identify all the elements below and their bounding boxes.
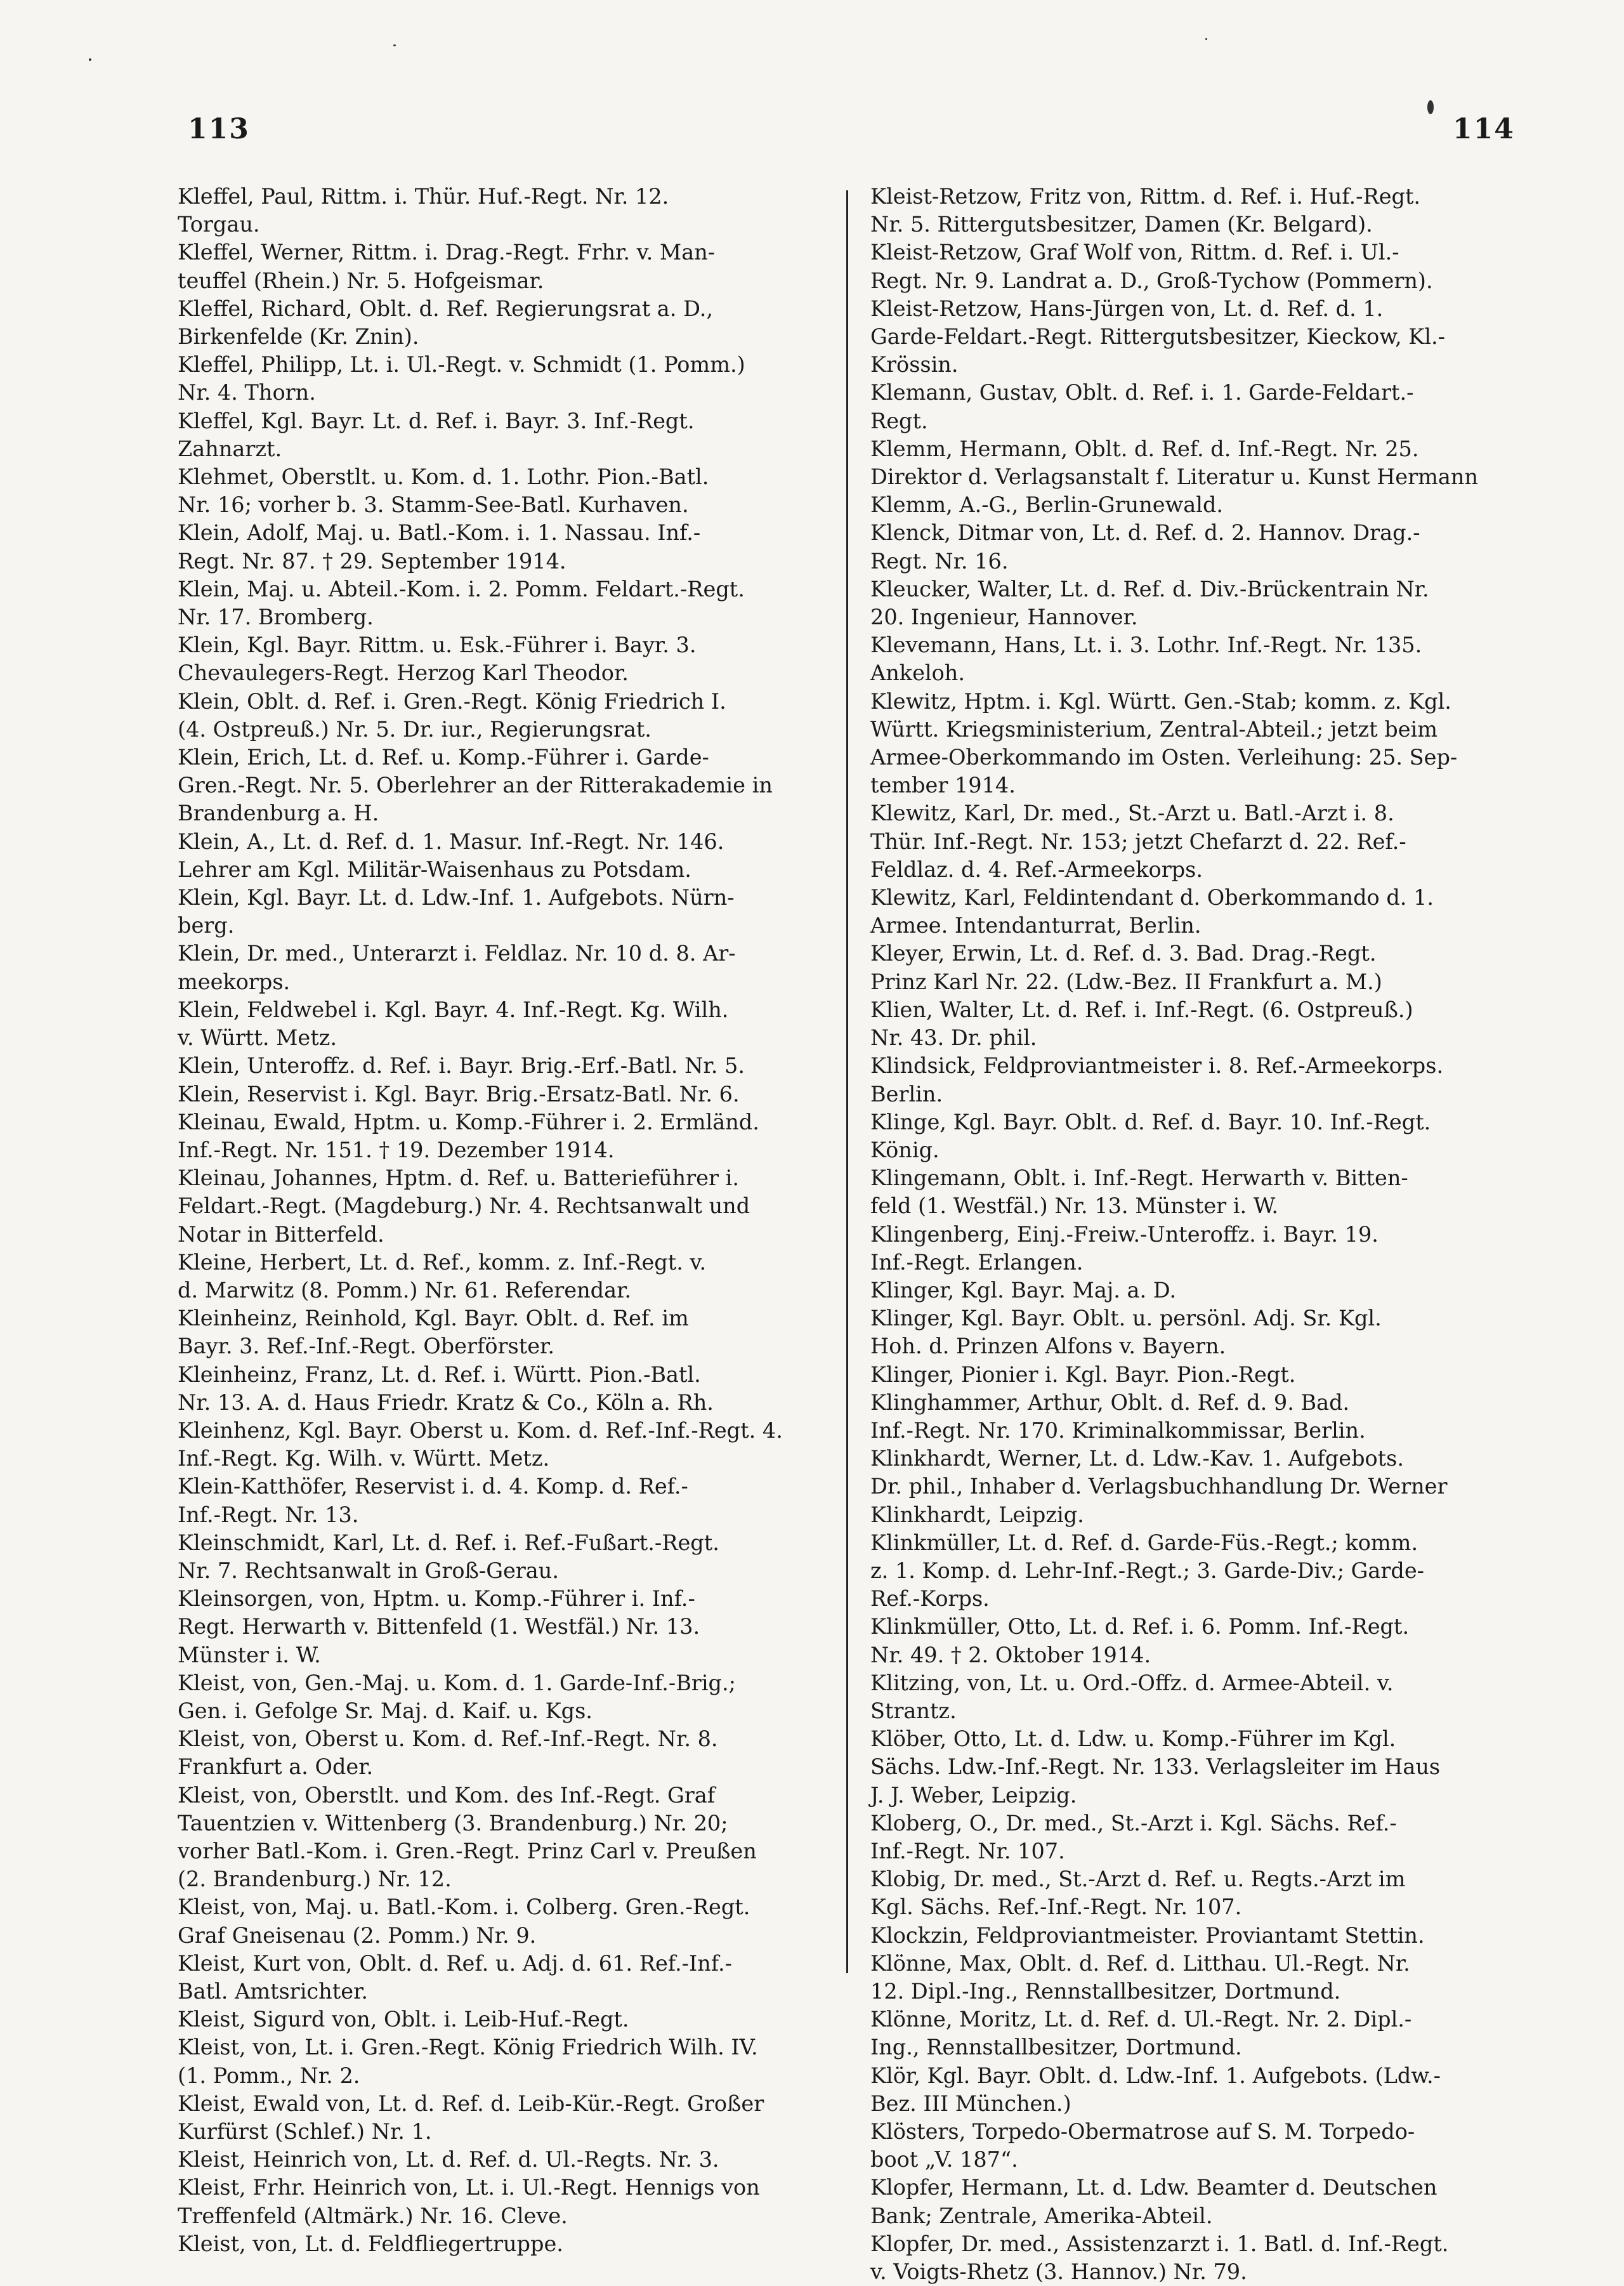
- entry-line: Chevaulegers-Regt. Herzog Karl Theodor.: [178, 660, 629, 686]
- entry-line: Regt.: [870, 408, 928, 433]
- entry-line: Klemm, Hermann, Oblt. d. Ref. d. Inf.-Regt. Nr. 25.: [870, 436, 1419, 461]
- entry-line: tember 1914.: [870, 773, 1016, 798]
- entry-line: Kleinau, Ewald, Hptm. u. Komp.-Führer i. 2. Ermländ.: [178, 1109, 759, 1134]
- entry-line: Kgl. Sächs. Ref.-Inf.-Regt. Nr. 107.: [870, 1895, 1242, 1920]
- entry-line: Kleinhenz, Kgl. Bayr. Oberst u. Kom. d. Ref.-Inf.-Regt. 4.: [178, 1417, 783, 1443]
- entry-line: Kloberg, O., Dr. med., St.-Arzt i. Kgl. Sächs. Ref.-: [870, 1810, 1397, 1836]
- entry-line: (4. Ostpreuß.) Nr. 5. Dr. iur., Regierungsrat.: [178, 716, 652, 742]
- entry-line: Klemann, Gustav, Oblt. d. Ref. i. 1. Garde-Feldart.-: [870, 380, 1414, 405]
- entry-line: Klein, Reservist i. Kgl. Bayr. Brig.-Ersatz-Batl. Nr. 6.: [178, 1081, 740, 1107]
- entry-line: Prinz Karl Nr. 22. (Ldw.-Bez. II Frankfurt a. M.): [870, 969, 1382, 994]
- entry-line: Nr. 17. Bromberg.: [178, 605, 374, 630]
- left-column: [178, 183, 837, 2258]
- entry-line: meekorps.: [178, 969, 291, 994]
- entry-line: Kleine, Herbert, Lt. d. Ref., komm. z. Inf.-Regt. v.: [178, 1249, 707, 1275]
- entry-line: Württ. Kriegsministerium, Zentral-Abteil.; jetzt beim: [870, 716, 1437, 742]
- entry-line: Klien, Walter, Lt. d. Ref. i. Inf.-Regt. (6. Ostpreuß.): [870, 997, 1413, 1022]
- entry-line: Nr. 13. A. d. Haus Friedr. Kratz & Co., Köln a. Rh.: [178, 1389, 714, 1415]
- entry-line: Tauentzien v. Wittenberg (3. Brandenburg.) Nr. 20;: [178, 1810, 728, 1836]
- entry-line: Klewitz, Karl, Feldintendant d. Oberkommando d. 1.: [870, 885, 1434, 910]
- entry-line: Kleffel, Paul, Rittm. i. Thür. Huf.-Regt. Nr. 12.: [178, 184, 669, 209]
- entry-line: Klopfer, Hermann, Lt. d. Ldw. Beamter d. Deutschen: [870, 2175, 1437, 2200]
- entry-line: Klein, Maj. u. Abteil.-Kom. i. 2. Pomm. Feldart.-Regt.: [178, 576, 745, 601]
- right-column: [870, 183, 1530, 2286]
- entry-line: Gen. i. Gefolge Sr. Maj. d. Kaif. u. Kgs.: [178, 1698, 593, 1723]
- entry-line: Klein, A., Lt. d. Ref. d. 1. Masur. Inf.-Regt. Nr. 146.: [178, 829, 724, 854]
- entry-line: (1. Pomm., Nr. 2.: [178, 2063, 360, 2088]
- entry-line: 20. Ingenieur, Hannover.: [870, 605, 1138, 630]
- entry-line: Klör, Kgl. Bayr. Oblt. d. Ldw.-Inf. 1. Aufgebots. (Ldw.-: [870, 2063, 1441, 2088]
- entry-line: Inf.-Regt. Erlangen.: [870, 1249, 1084, 1275]
- entry-line: Treffenfeld (Altmärk.) Nr. 16. Cleve.: [178, 2203, 568, 2228]
- entry-line: Klein, Kgl. Bayr. Rittm. u. Esk.-Führer i. Bayr. 3.: [178, 633, 697, 658]
- entry-line: Regt. Nr. 9. Landrat a. D., Groß-Tychow (Pommern).: [870, 268, 1433, 293]
- entry-line: J. J. Weber, Leipzig.: [870, 1782, 1077, 1808]
- entry-line: Klinkhardt, Werner, Lt. d. Ldw.-Kav. 1. Aufgebots.: [870, 1446, 1404, 1471]
- entry-line: Hoh. d. Prinzen Alfons v. Bayern.: [870, 1334, 1226, 1359]
- entry-line: Klopfer, Dr. med., Assistenzarzt i. 1. Batl. d. Inf.-Regt.: [870, 2231, 1449, 2256]
- entry-line: Kleist, Frhr. Heinrich von, Lt. i. Ul.-Regt. Hennigs von: [178, 2175, 760, 2200]
- entry-line: Kleffel, Richard, Oblt. d. Ref. Regierungsrat a. D.,: [178, 296, 714, 321]
- entry-line: Brandenburg a. H.: [178, 801, 379, 826]
- entry-line: Direktor d. Verlagsanstalt f. Literatur u. Kunst Hermann: [870, 464, 1479, 490]
- entry-line: Kleist, von, Oberstlt. und Kom. des Inf.-Regt. Graf: [178, 1782, 716, 1808]
- entry-line: Sächs. Ldw.-Inf.-Regt. Nr. 133. Verlagsleiter im Haus: [870, 1754, 1441, 1780]
- entry-line: König.: [870, 1137, 940, 1162]
- entry-line: Dr. phil., Inhaber d. Verlagsbuchhandlung Dr. Werner: [870, 1474, 1448, 1499]
- entry-line: Ing., Rennstallbesitzer, Dortmund.: [870, 2035, 1242, 2060]
- entry-line: vorher Batl.-Kom. i. Gren.-Regt. Prinz Carl v. Preußen: [178, 1838, 757, 1863]
- entry-line: Kleist, Kurt von, Oblt. d. Ref. u. Adj. d. 61. Ref.-Inf.-: [178, 1950, 732, 1976]
- entry-line: Nr. 7. Rechtsanwalt in Groß-Gerau.: [178, 1558, 559, 1583]
- entry-line: Inf.-Regt. Nr. 151. † 19. Dezember 1914.: [178, 1137, 615, 1162]
- entry-line: Torgau.: [178, 212, 260, 237]
- entry-line: Gren.-Regt. Nr. 5. Oberlehrer an der Ritterakademie in: [178, 773, 773, 798]
- entry-line: d. Marwitz (8. Pomm.) Nr. 61. Referendar.: [178, 1277, 632, 1303]
- entry-line: Klein, Kgl. Bayr. Lt. d. Ldw.-Inf. 1. Aufgebots. Nürn-: [178, 885, 735, 910]
- entry-line: (2. Brandenburg.) Nr. 12.: [178, 1867, 452, 1892]
- entry-line: v. Voigts-Rhetz (3. Hannov.) Nr. 79.: [870, 2259, 1247, 2285]
- entry-line: Kleffel, Werner, Rittm. i. Drag.-Regt. Frhr. v. Man-: [178, 240, 716, 265]
- entry-line: Nr. 49. † 2. Oktober 1914.: [870, 1642, 1151, 1667]
- entry-line: berg.: [178, 913, 235, 938]
- entry-line: Klinge, Kgl. Bayr. Oblt. d. Ref. d. Bayr. 10. Inf.-Regt.: [870, 1109, 1431, 1134]
- entry-line: Regt. Herwarth v. Bittenfeld (1. Westfäl.) Nr. 13.: [178, 1614, 700, 1639]
- entry-line: Strantz.: [870, 1698, 957, 1723]
- entry-line: Kurfürst (Schlef.) Nr. 1.: [178, 2119, 432, 2145]
- entry-line: Batl. Amtsrichter.: [178, 1979, 369, 2004]
- entry-line: Klein, Oblt. d. Ref. i. Gren.-Regt. König Friedrich I.: [178, 688, 726, 714]
- entry-line: Klockzin, Feldproviantmeister. Proviantamt Stettin.: [870, 1922, 1425, 1948]
- entry-line: Klinger, Kgl. Bayr. Oblt. u. persönl. Adj. Sr. Kgl.: [870, 1306, 1382, 1331]
- entry-line: Münster i. W.: [178, 1642, 321, 1667]
- entry-line: Nr. 16; vorher b. 3. Stamm-See-Batl. Kurhaven.: [178, 492, 689, 518]
- entry-line: v. Württ. Metz.: [178, 1025, 337, 1051]
- entry-line: Inf.-Regt. Nr. 170. Kriminalkommissar, Berlin.: [870, 1417, 1366, 1443]
- entry-line: Kleist, von, Lt. d. Feldfliegertruppe.: [178, 2231, 563, 2256]
- entry-line: Kleinschmidt, Karl, Lt. d. Ref. i. Ref.-Fußart.-Regt.: [178, 1530, 719, 1555]
- entry-line: Kleffel, Kgl. Bayr. Lt. d. Ref. i. Bayr. 3. Inf.-Regt.: [178, 408, 695, 433]
- entry-line: Kleist, von, Oberst u. Kom. d. Ref.-Inf.-Regt. Nr. 8.: [178, 1726, 718, 1752]
- entry-line: Klinkhardt, Leipzig.: [870, 1502, 1084, 1527]
- page-number-right: 114: [1453, 113, 1515, 145]
- ink-speck: [1427, 100, 1434, 114]
- entry-line: Armee. Intendanturrat, Berlin.: [870, 913, 1202, 938]
- entry-line: Kleist, Sigurd von, Oblt. i. Leib-Huf.-Regt.: [178, 2007, 629, 2032]
- entry-line: Kleucker, Walter, Lt. d. Ref. d. Div.-Brückentrain Nr.: [870, 576, 1429, 601]
- entry-line: Kleist, Ewald von, Lt. d. Ref. d. Leib-Kür.-Regt. Großer: [178, 2091, 764, 2116]
- entry-line: Klitzing, von, Lt. u. Ord.-Offz. d. Armee-Abteil. v.: [870, 1670, 1394, 1695]
- entry-line: Notar in Bitterfeld.: [178, 1221, 384, 1247]
- entry-line: Graf Gneisenau (2. Pomm.) Nr. 9.: [178, 1922, 537, 1948]
- entry-line: teuffel (Rhein.) Nr. 5. Hofgeismar.: [178, 268, 544, 293]
- entry-line: Nr. 5. Rittergutsbesitzer, Damen (Kr. Belgard).: [870, 212, 1373, 237]
- column-divider: [846, 190, 848, 1973]
- entry-line: Inf.-Regt. Kg. Wilh. v. Württ. Metz.: [178, 1446, 550, 1471]
- entry-line: Klöber, Otto, Lt. d. Ldw. u. Komp.-Führer im Kgl.: [870, 1726, 1396, 1752]
- entry-line: Armee-Oberkommando im Osten. Verleihung: 25. Sep-: [870, 745, 1458, 770]
- entry-line: Regt. Nr. 87. † 29. September 1914.: [178, 548, 566, 574]
- entry-line: z. 1. Komp. d. Lehr-Inf.-Regt.; 3. Garde-Div.; Garde-: [870, 1558, 1424, 1583]
- ink-speck: [393, 44, 396, 46]
- ink-speck: [1205, 38, 1207, 40]
- entry-line: Klinger, Pionier i. Kgl. Bayr. Pion.-Regt.: [870, 1362, 1296, 1387]
- entry-line: Klein, Adolf, Maj. u. Batl.-Kom. i. 1. Nassau. Inf.-: [178, 520, 701, 546]
- entry-line: Krössin.: [870, 352, 959, 378]
- entry-line: Regt. Nr. 16.: [870, 548, 1009, 574]
- entry-line: Kleist, Heinrich von, Lt. d. Ref. d. Ul.-Regts. Nr. 3.: [178, 2147, 719, 2172]
- entry-line: Klewitz, Karl, Dr. med., St.-Arzt u. Batl.-Arzt i. 8.: [870, 801, 1394, 826]
- entry-line: Klinkmüller, Otto, Lt. d. Ref. i. 6. Pomm. Inf.-Regt.: [870, 1614, 1410, 1639]
- entry-line: boot „V. 187“.: [870, 2147, 1018, 2172]
- entry-line: 12. Dipl.-Ing., Rennstallbesitzer, Dortmund.: [870, 1979, 1341, 2004]
- entry-line: Klönne, Moritz, Lt. d. Ref. d. Ul.-Regt. Nr. 2. Dipl.-: [870, 2007, 1412, 2032]
- entry-line: Kleist-Retzow, Graf Wolf von, Rittm. d. Ref. i. Ul.-: [870, 240, 1399, 265]
- entry-line: Klobig, Dr. med., St.-Arzt d. Ref. u. Regts.-Arzt im: [870, 1867, 1406, 1892]
- page-number-left: 113: [188, 113, 250, 145]
- entry-line: Klinger, Kgl. Bayr. Maj. a. D.: [870, 1277, 1177, 1303]
- entry-line: Ref.-Korps.: [870, 1586, 990, 1612]
- entry-line: Lehrer am Kgl. Militär-Waisenhaus zu Potsdam.: [178, 857, 691, 882]
- entry-line: Klein-Katthöfer, Reservist i. d. 4. Komp. d. Ref.-: [178, 1474, 688, 1499]
- entry-line: Klein, Dr. med., Unterarzt i. Feldlaz. Nr. 10 d. 8. Ar-: [178, 941, 736, 966]
- entry-line: Klein, Unteroffz. d. Ref. i. Bayr. Brig.-Erf.-Batl. Nr. 5.: [178, 1053, 745, 1079]
- entry-line: Nr. 4. Thorn.: [178, 380, 316, 405]
- entry-line: Kleinsorgen, von, Hptm. u. Komp.-Führer i. Inf.-: [178, 1586, 695, 1612]
- entry-line: Kleinau, Johannes, Hptm. d. Ref. u. Batterieführer i.: [178, 1166, 739, 1191]
- entry-line: Garde-Feldart.-Regt. Rittergutsbesitzer, Kieckow, Kl.-: [870, 324, 1446, 350]
- entry-line: Klenck, Ditmar von, Lt. d. Ref. d. 2. Hannov. Drag.-: [870, 520, 1420, 546]
- entry-line: Frankfurt a. Oder.: [178, 1754, 374, 1780]
- entry-line: Zahnarzt.: [178, 436, 282, 461]
- entry-line: Kleist, von, Maj. u. Batl.-Kom. i. Colberg. Gren.-Regt.: [178, 1895, 750, 1920]
- entry-line: Klinkmüller, Lt. d. Ref. d. Garde-Füs.-Regt.; komm.: [870, 1530, 1418, 1555]
- entry-line: Klingenberg, Einj.-Freiw.-Unteroffz. i. Bayr. 19.: [870, 1221, 1378, 1247]
- entry-line: Klösters, Torpedo-Obermatrose auf S. M. Torpedo-: [870, 2119, 1415, 2145]
- entry-line: Klönne, Max, Oblt. d. Ref. d. Litthau. Ul.-Regt. Nr.: [870, 1950, 1410, 1976]
- entry-line: Kleist, von, Gen.-Maj. u. Kom. d. 1. Garde-Inf.-Brig.;: [178, 1670, 736, 1695]
- entry-line: Klemm, A.-G., Berlin-Grunewald.: [870, 492, 1224, 518]
- entry-line: Klingemann, Oblt. i. Inf.-Regt. Herwarth v. Bitten-: [870, 1166, 1408, 1191]
- entry-line: Ankeloh.: [870, 660, 965, 686]
- entry-line: Kleist-Retzow, Fritz von, Rittm. d. Ref. i. Huf.-Regt.: [870, 184, 1421, 209]
- entry-line: Klewitz, Hptm. i. Kgl. Württ. Gen.-Stab; komm. z. Kgl.: [870, 688, 1451, 714]
- entry-line: feld (1. Westfäl.) Nr. 13. Münster i. W.: [870, 1193, 1279, 1219]
- entry-line: Klehmet, Oberstlt. u. Kom. d. 1. Lothr. Pion.-Batl.: [178, 464, 709, 490]
- ink-speck: [89, 58, 91, 61]
- entry-line: Bez. III München.): [870, 2091, 1071, 2116]
- entry-line: Klindsick, Feldproviantmeister i. 8. Ref.-Armeekorps.: [870, 1053, 1444, 1079]
- entry-line: Birkenfelde (Kr. Znin).: [178, 324, 419, 350]
- entry-line: Kleist-Retzow, Hans-Jürgen von, Lt. d. Ref. d. 1.: [870, 296, 1384, 321]
- entry-line: Klevemann, Hans, Lt. i. 3. Lothr. Inf.-Regt. Nr. 135.: [870, 633, 1422, 658]
- entry-line: Klinghammer, Arthur, Oblt. d. Ref. d. 9. Bad.: [870, 1389, 1350, 1415]
- entry-line: Kleist, von, Lt. i. Gren.-Regt. König Friedrich Wilh. IV.: [178, 2035, 758, 2060]
- entry-line: Thür. Inf.-Regt. Nr. 153; jetzt Chefarzt d. 22. Ref.-: [870, 829, 1406, 854]
- entry-line: Berlin.: [870, 1081, 943, 1107]
- entry-line: Bank; Zentrale, Amerika-Abteil.: [870, 2203, 1213, 2228]
- entry-line: Feldart.-Regt. (Magdeburg.) Nr. 4. Rechtsanwalt und: [178, 1193, 750, 1219]
- entry-line: Bayr. 3. Ref.-Inf.-Regt. Oberförster.: [178, 1334, 555, 1359]
- entry-line: Klein, Erich, Lt. d. Ref. u. Komp.-Führer i. Garde-: [178, 745, 709, 770]
- entry-line: Kleffel, Philipp, Lt. i. Ul.-Regt. v. Schmidt (1. Pomm.): [178, 352, 745, 378]
- entry-line: Kleinheinz, Reinhold, Kgl. Bayr. Oblt. d. Ref. im: [178, 1306, 689, 1331]
- entry-line: Feldlaz. d. 4. Ref.-Armeekorps.: [870, 857, 1203, 882]
- entry-line: Klein, Feldwebel i. Kgl. Bayr. 4. Inf.-Regt. Kg. Wilh.: [178, 997, 729, 1022]
- entry-line: Kleinheinz, Franz, Lt. d. Ref. i. Württ. Pion.-Batl.: [178, 1362, 701, 1387]
- entry-line: Inf.-Regt. Nr. 13.: [178, 1502, 359, 1527]
- entry-line: Inf.-Regt. Nr. 107.: [870, 1838, 1065, 1863]
- entry-line: Kleyer, Erwin, Lt. d. Ref. d. 3. Bad. Drag.-Regt.: [870, 941, 1377, 966]
- entry-line: Nr. 43. Dr. phil.: [870, 1025, 1037, 1051]
